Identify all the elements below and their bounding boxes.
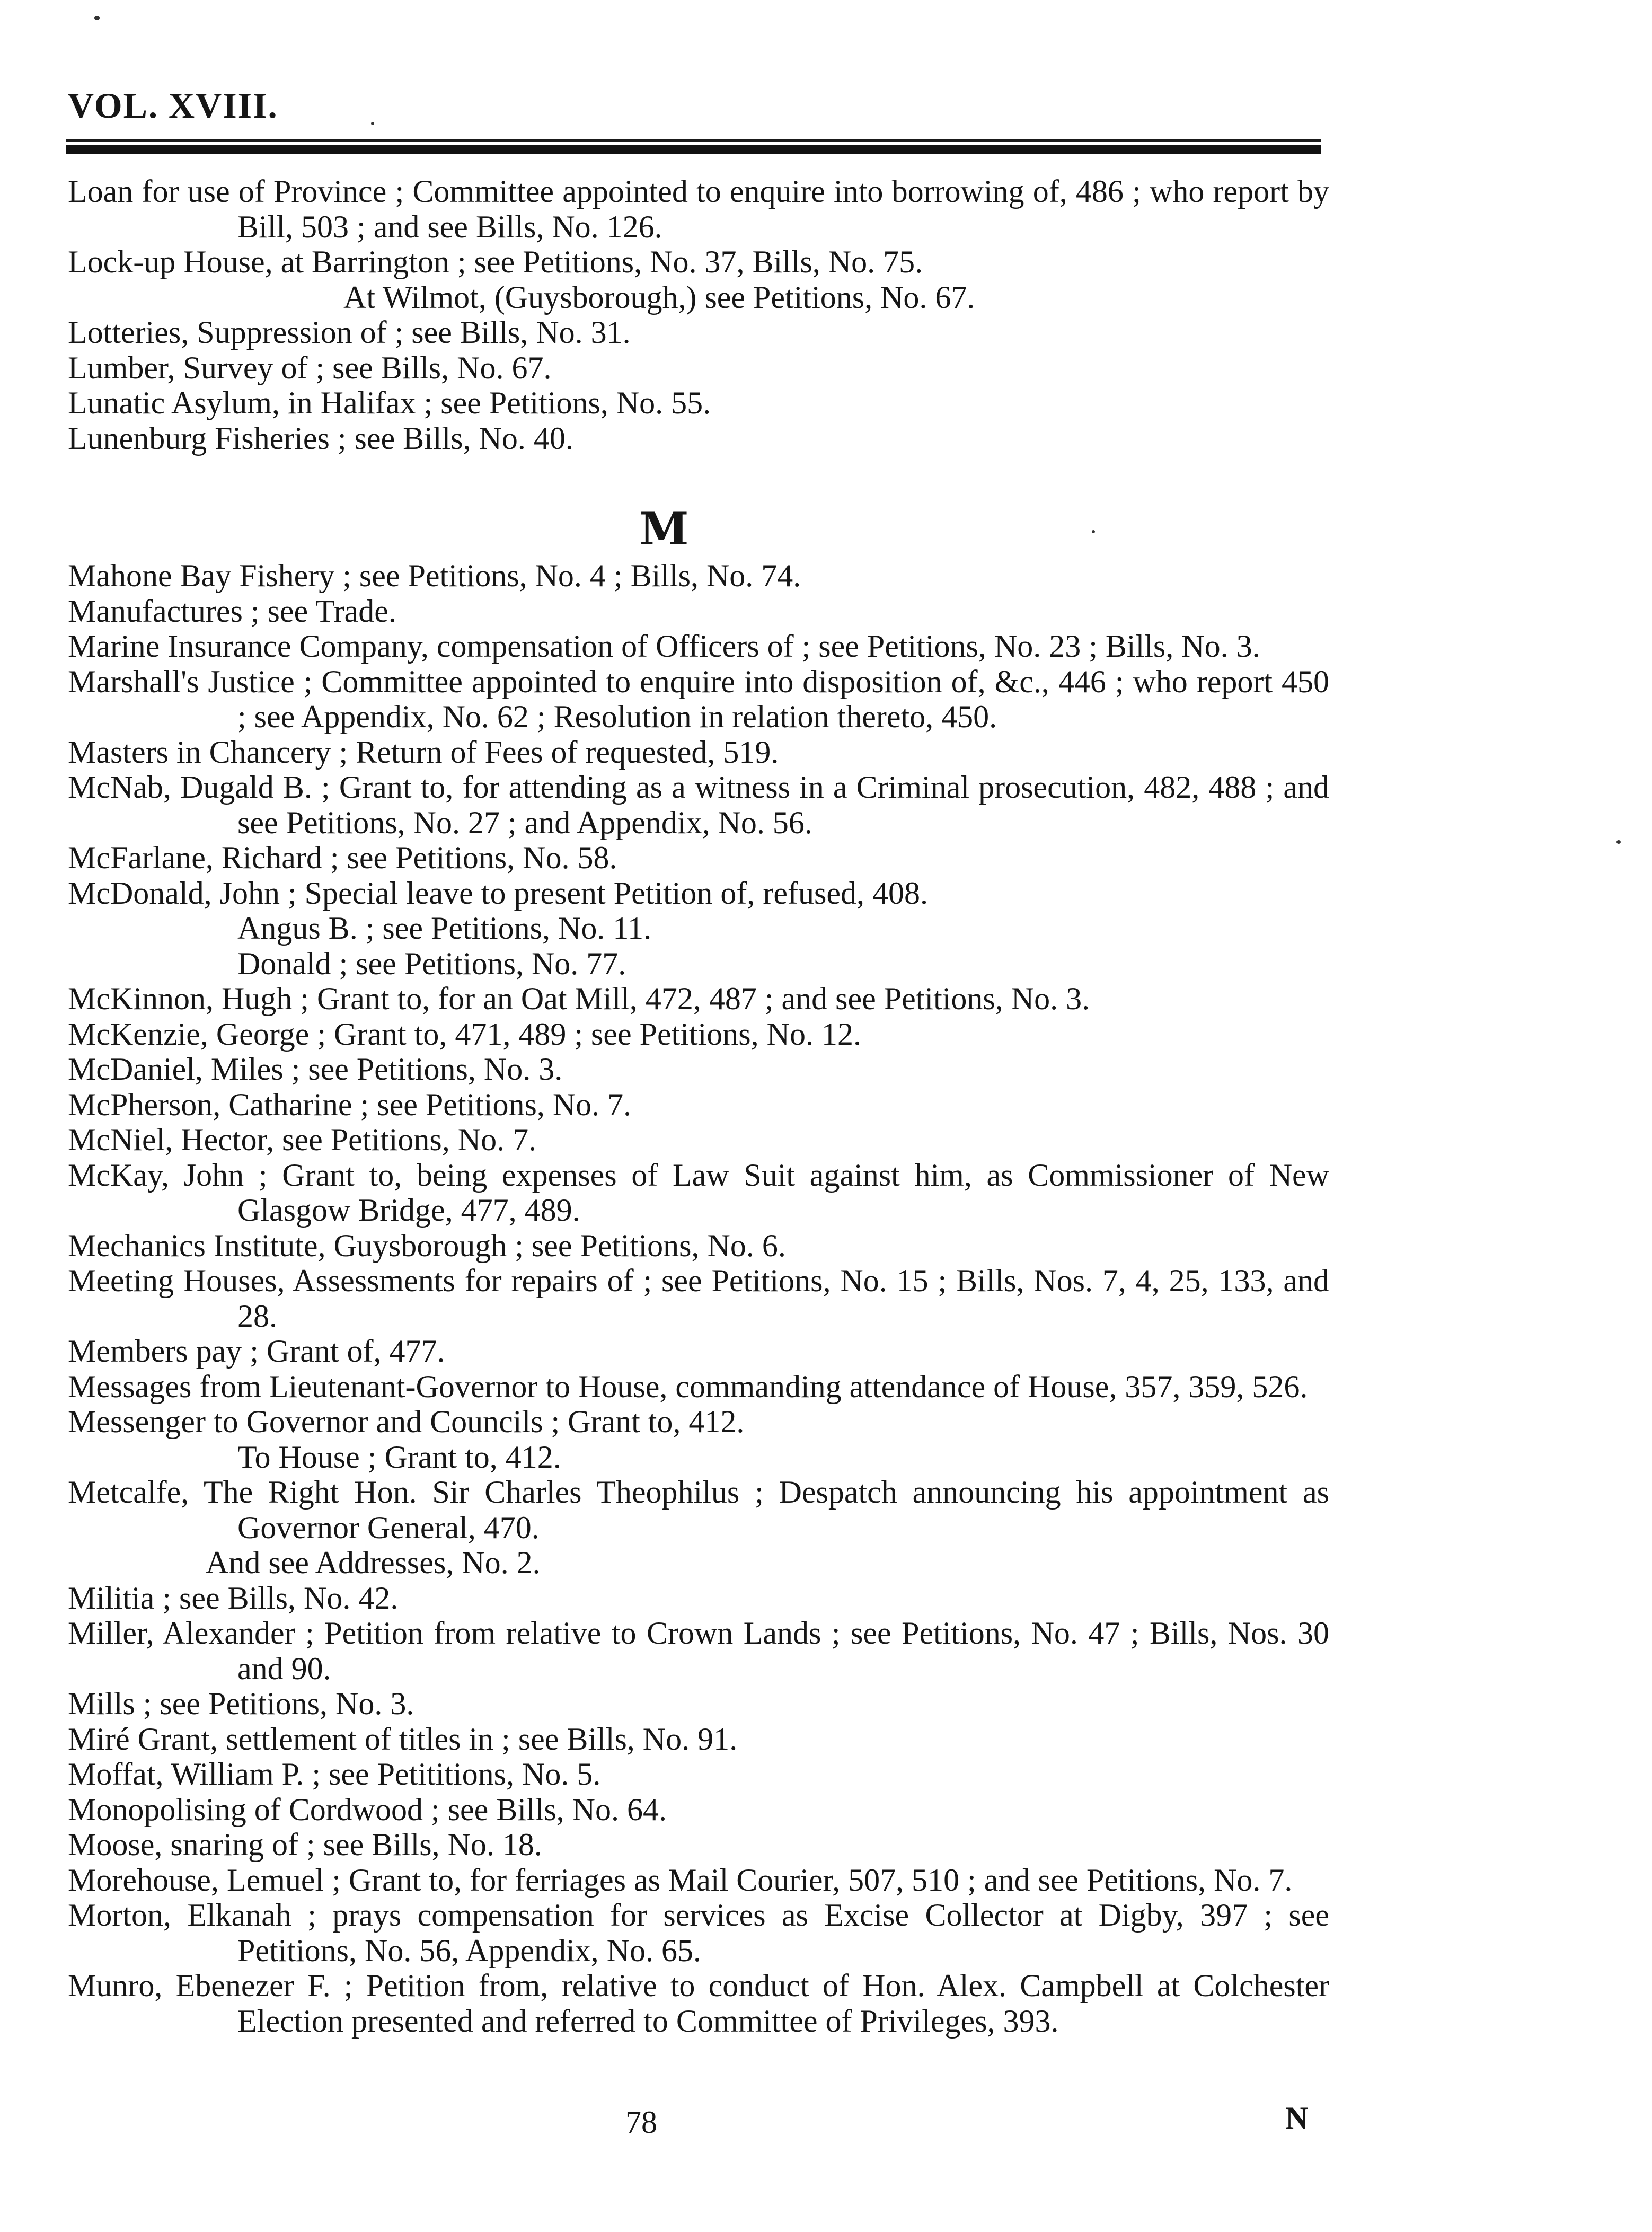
index-subentry-messenger-house: To House ; Grant to, 412. (237, 1439, 561, 1475)
index-entry-lunatic: Lunatic Asylum, in Halifax ; see Petitions, No. 55. (68, 385, 711, 420)
header-rule-thin (66, 139, 1321, 142)
index-entry-mahone: Mahone Bay Fishery ; see Petitions, No. 4 ; Bills, No. 74. (68, 558, 801, 593)
signature-mark: N (1285, 2101, 1309, 2136)
speck (94, 16, 100, 20)
index-entry-manufactures: Manufactures ; see Trade. (68, 593, 396, 629)
index-entry-masters: Masters in Chancery ; Return of Fees of requested, 519. (68, 734, 779, 770)
index-entry-mcfarlane: McFarlane, Richard ; see Petitions, No. 58. (68, 840, 617, 875)
index-entry-mechanics: Mechanics Institute, Guysborough ; see Petitions, No. 6. (68, 1228, 786, 1263)
index-entry-morehouse: Morehouse, Lemuel ; Grant to, for ferriages as Mail Courier, 507, 510 ; and see Petitions, No. 7. (68, 1862, 1293, 1898)
index-entry-metcalfe: Metcalfe, The Right Hon. Sir Charles Theophilus ; Despatch announcing his appointment as Governor General, 470. (68, 1475, 1329, 1545)
index-entry-meeting: Meeting Houses, Assessments for repairs of ; see Petitions, No. 15 ; Bills, Nos. 7, 4, 25, 133, and 28. (68, 1263, 1329, 1334)
index-subentry-mcdonald-donald: Donald ; see Petitions, No. 77. (237, 946, 626, 981)
speck (1616, 840, 1621, 844)
speck (371, 122, 374, 125)
index-entry-mckinnon: McKinnon, Hugh ; Grant to, for an Oat Mill, 472, 487 ; and see Petitions, No. 3. (68, 981, 1090, 1016)
index-entry-moffat: Moffat, William P. ; see Petititions, No. 5. (68, 1757, 601, 1792)
index-entry-mckenzie: McKenzie, George ; Grant to, 471, 489 ; see Petitions, No. 12. (68, 1016, 861, 1052)
index-entry-lockup: Lock-up House, at Barrington ; see Petitions, No. 37, Bills, No. 75. (68, 244, 923, 279)
index-subentry-metcalfe-addresses: And see Addresses, No. 2. (206, 1545, 541, 1580)
index-entry-mills: Mills ; see Petitions, No. 3. (68, 1686, 414, 1721)
section-gap (68, 456, 1329, 506)
index-entry-mire: Miré Grant, settlement of titles in ; see Bills, No. 91. (68, 1721, 738, 1757)
index-entry-messages: Messages from Lieutenant-Governor to House, commanding attendance of House, 357, 359, 526. (68, 1369, 1308, 1404)
index-entry-monopolising: Monopolising of Cordwood ; see Bills, No. 64. (68, 1792, 667, 1827)
index-entry-marshall: Marshall's Justice ; Committee appointed to enquire into disposition of, &c., 446 ; who report 450 ; see Appendix, No. 62 ; Resolution in relation thereto, 450. (68, 664, 1329, 734)
index-subentry-mcdonald-angus: Angus B. ; see Petitions, No. 11. (237, 911, 652, 946)
index-entry-militia: Militia ; see Bills, No. 42. (68, 1580, 399, 1616)
index-entry-mcniel: McNiel, Hector, see Petitions, No. 7. (68, 1122, 537, 1157)
index-entry-lunenburg: Lunenburg Fisheries ; see Bills, No. 40. (68, 420, 573, 456)
index-entry-marine: Marine Insurance Company, compensation of Officers of ; see Petitions, No. 23 ; Bills, No. 3. (68, 629, 1260, 664)
index-entry-messenger: Messenger to Governor and Councils ; Grant to, 412. (68, 1404, 745, 1439)
index-subentry-lockup-wilmot: At Wilmot, (Guysborough,) see Petitions, No. 67. (343, 279, 975, 315)
index-entry-moose: Moose, snaring of ; see Bills, No. 18. (68, 1827, 542, 1862)
index-entry-mcpherson: McPherson, Catharine ; see Petitions, No. 7. (68, 1087, 632, 1122)
index-entry-mcdaniel: McDaniel, Miles ; see Petitions, No. 3. (68, 1052, 563, 1087)
index-entry-munro: Munro, Ebenezer F. ; Petition from, relative to conduct of Hon. Alex. Campbell at Colchester Election presented and referred to Committee of Privileges, 393. (68, 1968, 1329, 2039)
index-entry-loan: Loan for use of Province ; Committee appointed to enquire into borrowing of, 486 ; who report by Bill, 503 ; and see Bills, No. 126. (68, 174, 1329, 244)
page-number: 78 (625, 2105, 657, 2140)
index-entry-members: Members pay ; Grant of, 477. (68, 1334, 445, 1369)
index-entry-mcdonald-john: McDonald, John ; Special leave to present Petition of, refused, 408. (68, 875, 928, 911)
section-gap-small (68, 552, 1329, 558)
section-letter-m: M (639, 502, 689, 555)
header-rule-thick (66, 145, 1321, 154)
index-entry-morton: Morton, Elkanah ; prays compensation for services as Excise Collector at Digby, 397 ; see Petitions, No. 56, Appendix, No. 65. (68, 1898, 1329, 1968)
index-entry-lotteries: Lotteries, Suppression of ; see Bills, No. 31. (68, 315, 631, 350)
volume-header: VOL. XVIII. (68, 85, 278, 126)
index-entry-mcnab: McNab, Dugald B. ; Grant to, for attending as a witness in a Criminal prosecution, 482, 488 ; and see Petitions, No. 27 ; and Appendix, No. 56. (68, 770, 1329, 840)
index-entry-mckay: McKay, John ; Grant to, being expenses of Law Suit against him, as Commissioner of New Glasgow Bridge, 477, 489. (68, 1157, 1329, 1228)
index-body (68, 174, 1329, 2039)
index-entry-miller: Miller, Alexander ; Petition from relative to Crown Lands ; see Petitions, No. 47 ; Bills, Nos. 30 and 90. (68, 1616, 1329, 1686)
index-entry-lumber: Lumber, Survey of ; see Bills, No. 67. (68, 350, 552, 385)
